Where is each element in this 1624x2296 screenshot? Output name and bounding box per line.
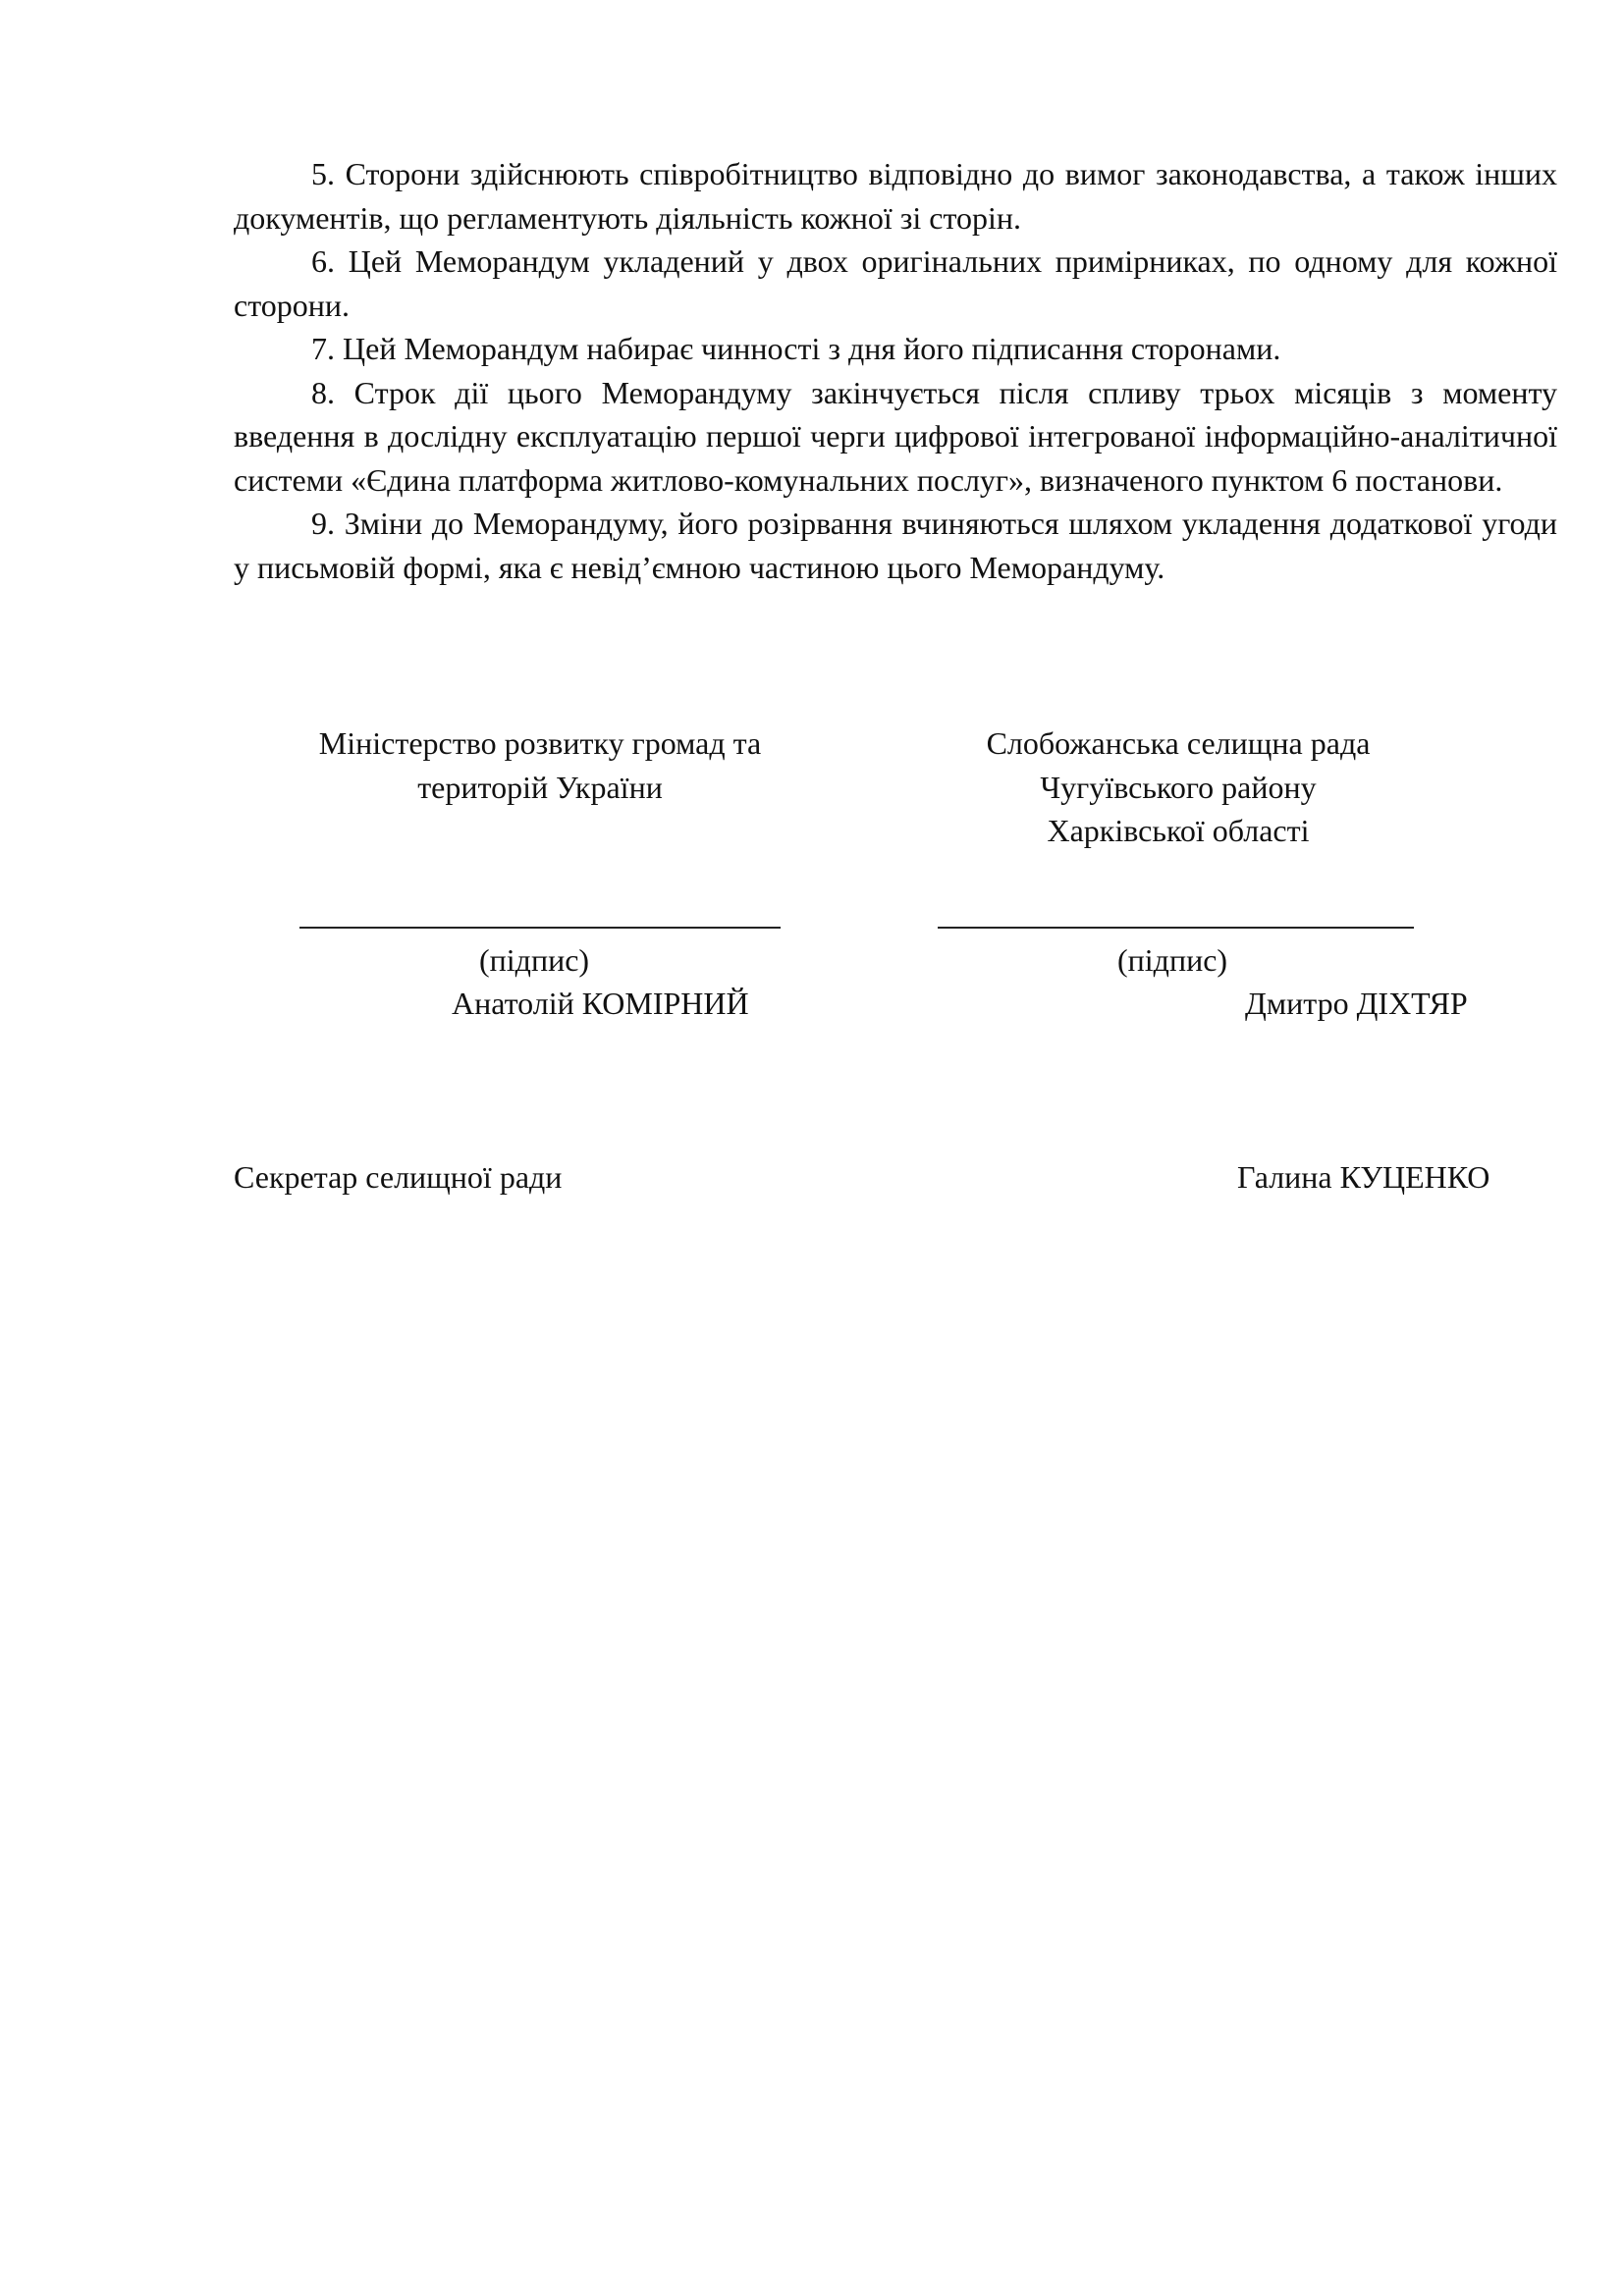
right-signatory-organization [928, 721, 1429, 853]
right-signatory-name: Дмитро ДІХТЯР [1245, 986, 1468, 1021]
clause-5: 5. Сторони здійснюють співробітництво відповідно до вимог законодавства, а також інших документів, що регламентують діяльність кожної зі сторін. [234, 156, 1557, 236]
right-org-line-1: Слобожанська селищна рада [986, 725, 1371, 761]
right-org-line-2: Чугуївського району [1040, 769, 1317, 805]
secretary-title: Секретар селищної ради [234, 1159, 563, 1195]
left-org-line-2: територій України [417, 769, 663, 805]
left-signatory-organization [295, 721, 785, 809]
clause-7: 7. Цей Меморандум набирає чинності з дня його підписання сторонами. [311, 331, 1281, 366]
right-signature-label: (підпис) [1117, 942, 1228, 978]
right-org-line-3: Харківської області [1047, 813, 1310, 848]
clause-8: 8. Строк дії цього Меморандуму закінчується після спливу трьох місяців з моменту введення в дослідну експлуатацію першої черги цифрової інтегрованої інформаційно-аналітичної системи «Єдина платформа житлово-комунальних послуг», визначеного пунктом 6 постанови. [234, 374, 1557, 498]
memorandum-clauses [234, 152, 1557, 589]
left-signature-line [299, 927, 781, 929]
left-signatory-name: Анатолій КОМІРНИЙ [452, 986, 749, 1021]
secretary-name: Галина КУЦЕНКО [1237, 1159, 1490, 1195]
right-signature-line [938, 927, 1414, 929]
left-org-line-1: Міністерство розвитку громад та [318, 725, 762, 761]
left-signature-label: (підпис) [479, 942, 590, 978]
clause-9: 9. Зміни до Меморандуму, його розірвання вчиняються шляхом укладення додаткової угоди у письмовій формі, яка є невід’ємною частиною цього Меморандуму. [234, 506, 1557, 585]
clause-6: 6. Цей Меморандум укладений у двох оригінальних примірниках, по одному для кожної сторони. [234, 243, 1557, 323]
